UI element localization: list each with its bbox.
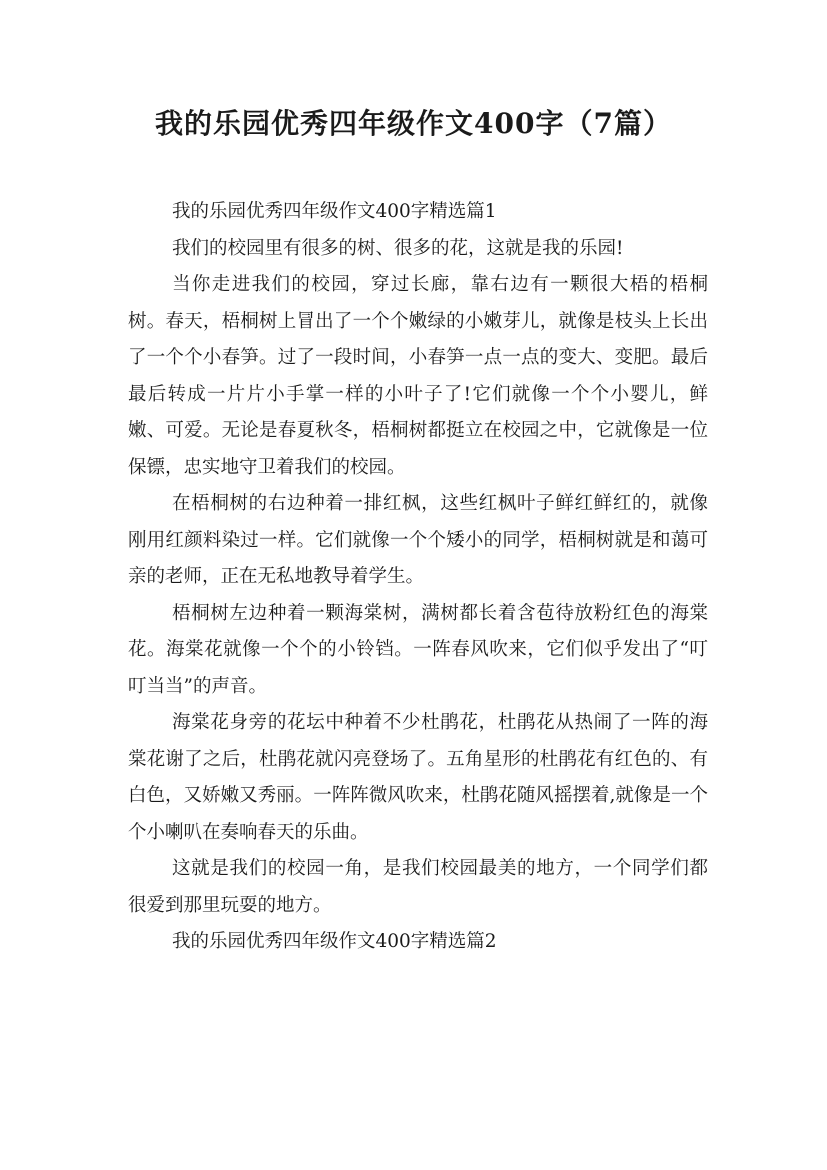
paragraph-1: 我们的校园里有很多的树、很多的花，这就是我的乐园! xyxy=(172,237,624,259)
paragraph-6: 这就是我们的校园一角，是我们校园最美的地方，一个同学们都很爱到那里玩耍的地方。 xyxy=(128,858,708,916)
document-title: 我的乐园优秀四年级作文400字（7篇） xyxy=(155,107,672,140)
paragraph-5: 海棠花身旁的花坛中种着不少杜鹃花，杜鹃花从热闹了一阵的海棠花谢了之后，杜鹃花就闪亮登场了。五角星形的杜鹃花有红色的、有白色，又娇嫩又秀丽。一阵阵微风吹来，杜鹃花随风摇摆着,就像是一个个小喇叭在奏响春天的乐曲。 xyxy=(128,712,708,843)
paragraph-3: 在梧桐树的右边种着一排红枫，这些红枫叶子鲜红鲜红的，就像刚用红颜料染过一样。它们就像一个个矮小的同学，梧桐树就是和蔼可亲的老师，正在无私地教导着学生。 xyxy=(128,493,708,587)
document-body xyxy=(128,194,708,961)
paragraph-4: 梧桐树左边种着一颗海棠树，满树都长着含苞待放粉红色的海棠花。海棠花就像一个个的小铃铛。一阵春风吹来，它们似乎发出了“叮叮当当”的声音。 xyxy=(128,602,708,697)
section-heading-2: 我的乐园优秀四年级作文400字精选篇2 xyxy=(172,931,497,952)
section-heading-1: 我的乐园优秀四年级作文400字精选篇1 xyxy=(172,201,497,222)
paragraph-2: 当你走进我们的校园，穿过长廊，靠右边有一颗很大梧的梧桐树。春天，梧桐树上冒出了一个个嫩绿的小嫩芽儿，就像是枝头上长出了一个个小春笋。过了一段时间，小春笋一点一点的变大、变肥。最后最后转成一片片小手掌一样的小叶子了!它们就像一个个小婴儿，鲜嫩、可爱。无论是春夏秋冬，梧桐树都挺立在校园之中，它就像是一位保镖，忠实地守卫着我们的校园。 xyxy=(128,274,708,478)
